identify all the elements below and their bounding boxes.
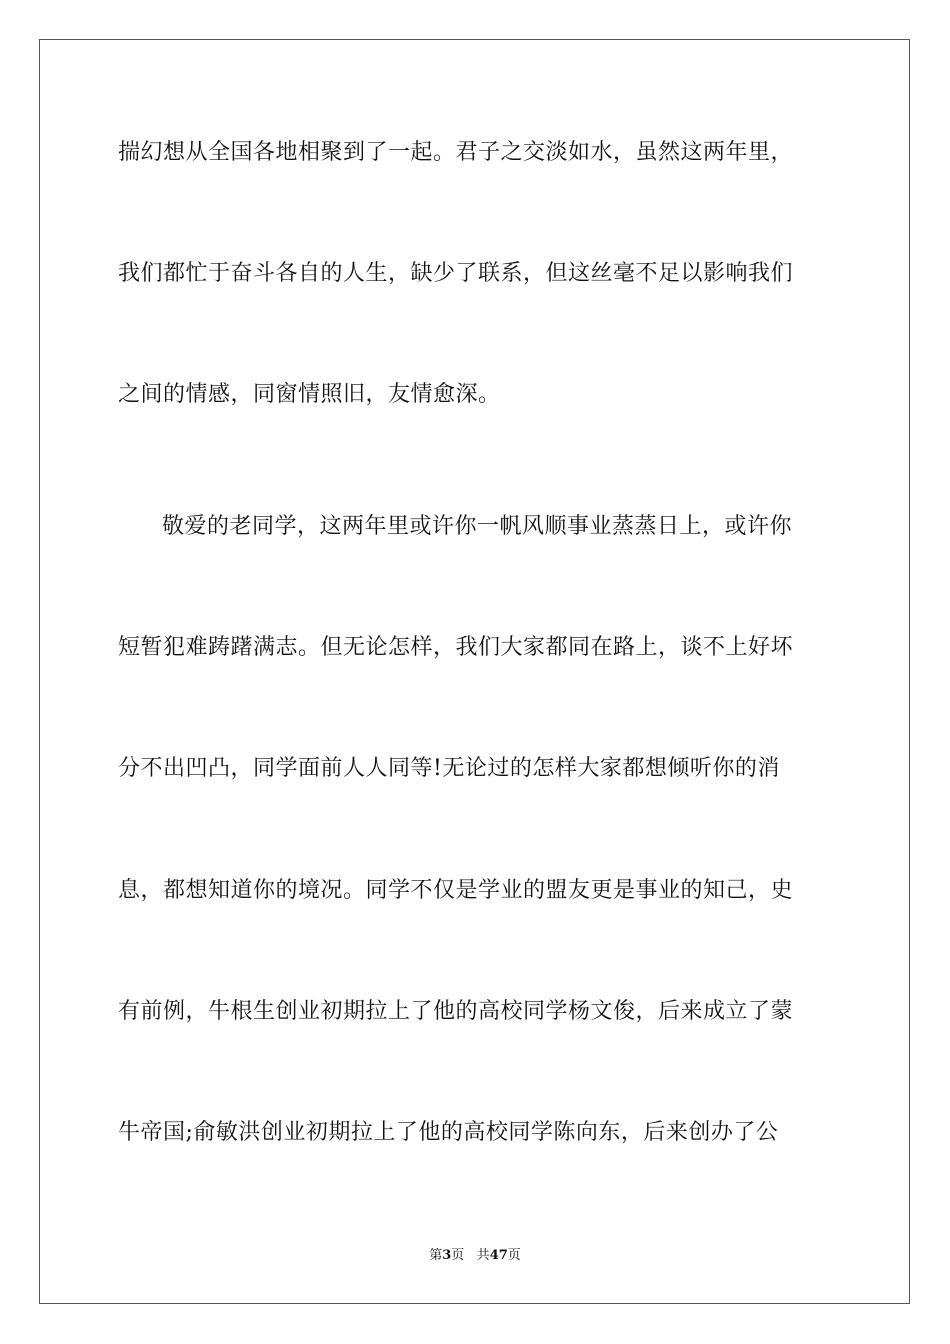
total-pages: 47: [489, 1248, 508, 1263]
page-footer: [0, 1247, 950, 1265]
paragraph-line: 敬爱的老同学，这两年里或许你一帆风顺事业蒸蒸日上，或许你: [162, 514, 793, 539]
paragraph-line: 之间的情感，同窗情照旧，友情愈深。: [118, 382, 501, 407]
paragraph-line: 分不出凹凸，同学面前人人同等!无论过的怎样大家都想倾听你的消: [118, 756, 780, 781]
page-number: 3: [442, 1248, 452, 1263]
page-suffix: 页: [451, 1248, 465, 1263]
paragraph-line: 我们都忙于奋斗各自的人生，缺少了联系，但这丝毫不足以影响我们: [118, 261, 794, 286]
total-suffix: 页: [507, 1248, 521, 1263]
paragraph-line: 短暂犯难踌躇满志。但无论怎样，我们大家都同在路上，谈不上好坏: [118, 635, 794, 660]
page-border: [39, 39, 910, 1304]
paragraph-line: 揣幻想从全国各地相聚到了一起。君子之交淡如水，虽然这两年里，: [118, 140, 794, 165]
paragraph-line: 息，都想知道你的境况。同学不仅是学业的盟友更是事业的知己，史: [118, 878, 794, 903]
paragraph-line: 牛帝国;俞敏洪创业初期拉上了他的高校同学陈向东，后来创办了公: [118, 1120, 779, 1145]
total-prefix: 共: [476, 1248, 490, 1263]
paragraph-line: 有前例，牛根生创业初期拉上了他的高校同学杨文俊，后来成立了蒙: [118, 999, 794, 1024]
page-prefix: 第: [429, 1248, 443, 1263]
